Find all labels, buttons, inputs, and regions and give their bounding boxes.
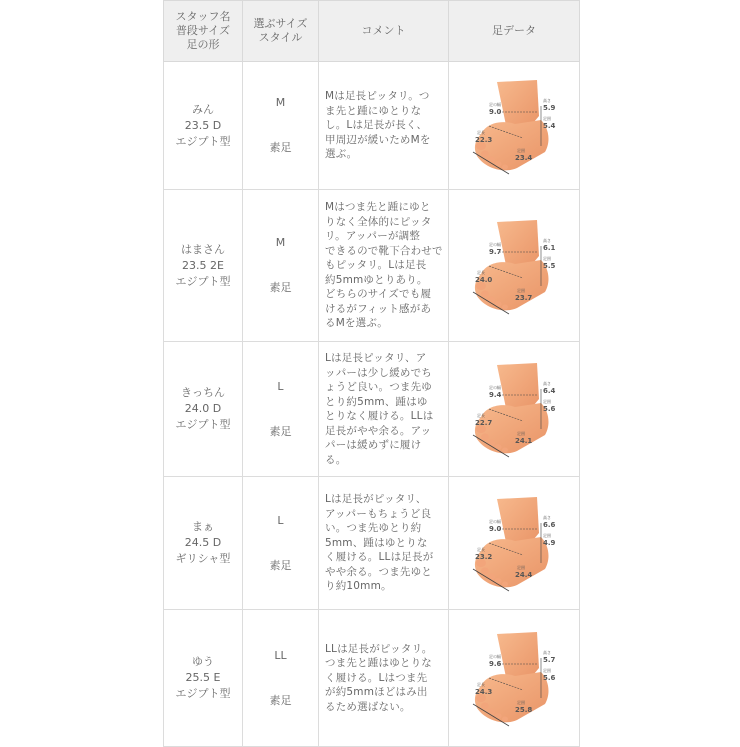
style: 素足 [269,281,292,294]
foot-data-cell [449,342,580,477]
style: 素足 [269,424,292,438]
foot-body-shape [475,403,549,453]
comment-line: し。Lは足長が長く、 [325,119,428,132]
foot-body-shape [475,120,549,170]
foot-label: 足長 [477,547,485,552]
foot-diagram [459,628,569,728]
foot-value-side-left: 22.3 [475,135,493,144]
foot-value-top-left: 9.0 [489,525,502,533]
toe-shape [487,296,495,303]
foot-label: 高さ [543,515,551,520]
staff-usual-size: 23.5 D [184,118,222,132]
header-staff [164,1,243,62]
foot-body-shape [475,672,549,722]
chosen-size: M [275,236,286,249]
staff-foot-shape: ギリシャ型 [175,552,231,565]
comment-line: どちらのサイズでも履 [325,288,432,301]
staff-usual-size: 25.5 E [185,671,221,684]
foot-label: 足囲 [543,115,551,121]
comment-cell [319,610,449,747]
staff-name: きっちん [181,386,225,399]
foot-value-bottom: 23.7 [515,293,533,302]
staff-cell [164,342,243,477]
foot-label: 高さ [543,381,551,386]
foot-label: 足の幅 [489,385,501,390]
foot-value-bottom: 24.1 [515,437,533,445]
toe-shape [502,717,508,722]
staff-cell [164,610,243,747]
header-size [243,1,319,62]
foot-value-mid-right: 5.6 [543,405,556,413]
foot-label: 足の幅 [489,241,501,247]
foot-body-shape [475,260,549,310]
comment-line: 5mm、踵はゆとりな [325,536,428,549]
foot-body-shape [475,537,549,587]
comment-line: とりなく履ける。LLは [325,410,434,422]
foot-label: 足囲 [543,668,551,673]
foot-value-top-right: 6.6 [543,521,556,529]
size-comparison-table [163,0,580,747]
foot-label: 足囲 [543,399,551,404]
foot-diagram [459,216,569,316]
foot-data-cell [449,477,580,610]
foot-label: 足囲 [517,147,525,153]
foot-value-bottom: 24.4 [515,571,533,579]
foot-diagram [459,76,569,176]
chosen-size: L [277,513,284,527]
comment-line: できるので靴下合わせで [325,244,443,257]
chosen-size-cell [243,62,319,190]
staff-foot-shape: エジプト型 [175,274,231,288]
foot-value-top-left: 9.6 [489,660,502,668]
chosen-size: M [275,96,286,109]
toe-shape [481,703,489,710]
comment-line: 約5mmゆとりあり。 [325,273,428,286]
comment-line: り約10mm。 [325,580,392,593]
table-row [164,610,580,747]
comment-line: Lは足長ピッタリ、ア [325,352,427,364]
foot-label: 足長 [477,682,485,687]
staff-foot-shape: エジプト型 [175,418,231,431]
toe-shape [487,156,495,163]
foot-value-top-left: 9.7 [489,247,502,256]
foot-value-top-right: 5.7 [543,656,556,664]
foot-value-mid-right: 4.9 [543,539,556,547]
comment-line: つま先と踵はゆとりな [325,657,432,670]
header-size-line: スタイル [258,31,303,44]
foot-label: 足囲 [517,700,525,705]
staff-cell [164,477,243,610]
staff-cell [164,62,243,190]
foot-label: 高さ [543,237,551,243]
foot-value-side-left: 23.2 [475,553,493,561]
comment-line: ッパーは少し緩めでち [325,366,432,379]
comment-line: りなく全体的にピッタ [325,215,432,228]
comment-line: けるがフィット感があ [325,302,432,315]
header-staff-line: 足の形 [186,38,220,51]
foot-value-top-right: 5.9 [543,103,556,112]
foot-value-top-left: 9.0 [489,107,502,116]
toe-shape [487,709,495,716]
style: 素足 [269,141,292,154]
foot-value-mid-right: 5.4 [543,121,556,130]
staff-name: ゆう [192,655,214,668]
chosen-size-cell [243,342,319,477]
comment-line: アッパーもちょうど良 [325,507,432,520]
header-comment: コメント [319,1,449,62]
foot-label: 足長 [477,129,485,135]
comment-line: 選ぶ。 [325,148,358,161]
comment-cell [319,342,449,477]
foot-label: 足囲 [543,255,551,261]
foot-data-cell [449,190,580,342]
comment-line: るMを選ぶ。 [325,317,388,330]
comment-line: る。 [325,453,347,466]
staff-foot-shape: エジプト型 [175,134,231,148]
comment-line: が約5mmほどはみ出 [325,686,428,699]
foot-value-bottom: 25.8 [515,706,533,714]
staff-cell [164,190,243,342]
table-row [164,62,580,190]
table-row [164,477,580,610]
chosen-size: LL [274,648,287,662]
comment-line: 甲周辺が緩いためMを [325,133,431,146]
staff-name: みん [192,102,214,116]
foot-label: 足の幅 [489,519,501,524]
foot-value-side-left: 24.0 [475,275,493,284]
toe-shape [481,290,489,297]
toe-shape [502,164,508,169]
comment-line: Mは足長ピッタリ。つ [325,90,430,103]
comment-line: 足長がやや余る。アッ [325,424,432,437]
comment-line: ま先と踵にゆとりな [325,104,422,117]
comment-line: ょうど良い。つま先ゆ [325,381,432,393]
toe-shape [487,440,495,447]
foot-diagram [459,493,569,593]
staff-usual-size: 24.0 D [184,402,222,415]
foot-value-mid-right: 5.6 [543,674,556,682]
chosen-size-cell [243,610,319,747]
staff-usual-size: 24.5 D [184,536,222,549]
foot-label: 足囲 [517,565,525,570]
foot-label: 高さ [543,650,551,655]
header-foot-data: 足データ [449,1,580,62]
comment-cell [319,477,449,610]
comment-cell [319,190,449,342]
staff-name: はまさん [181,242,225,256]
header-size-line: 選ぶサイズ [253,17,308,30]
staff-usual-size: 23.5 2E [182,258,224,272]
table-header-row [164,1,580,62]
table-row [164,190,580,342]
comment-line: リ。アッパーが調整 [325,230,421,243]
comment-line: く履ける。Lはつま先 [325,671,428,684]
comment-cell [319,62,449,190]
comment-line: Mはつま先と踵にゆと [325,201,431,214]
foot-label: 足囲 [517,287,525,293]
toe-shape [502,448,508,453]
foot-value-top-right: 6.4 [543,387,556,395]
comment-line: LLは足長がピッタリ。 [325,642,433,655]
style: 素足 [269,558,292,572]
foot-label: 足長 [477,413,485,418]
foot-diagram [459,359,569,459]
header-staff-line: スタッフ名 [175,10,231,23]
foot-value-top-right: 6.1 [543,243,556,252]
comment-line: やや余る。つま先ゆと [325,565,432,578]
foot-data-cell [449,62,580,190]
staff-name: まぁ [192,520,214,533]
foot-data-cell [449,610,580,747]
comment-line: く履ける。LLは足長が [325,551,434,564]
comment-line: るため選ばない。 [325,700,411,713]
chosen-size: L [277,379,284,393]
comment-line: パーは緩めずに履け [325,439,422,451]
comment-line: い。つま先ゆとり約 [325,522,422,535]
foot-label: 足長 [477,269,485,275]
comment-line: Lは足長がピッタリ、 [325,493,427,506]
toe-shape [481,150,489,157]
toe-shape [487,574,495,581]
foot-value-side-left: 24.3 [475,688,493,696]
comment-line: とり約5mm、踵はゆ [325,395,428,408]
staff-foot-shape: エジプト型 [175,687,231,700]
header-staff-line: 普段サイズ [175,24,231,37]
toe-shape [502,304,508,309]
foot-label: 高さ [543,97,551,103]
foot-label: 足の幅 [489,101,501,107]
toe-shape [481,434,489,441]
chosen-size-cell [243,190,319,342]
foot-label: 足の幅 [489,654,501,659]
foot-label: 足囲 [517,431,525,436]
foot-value-mid-right: 5.5 [543,261,556,270]
style: 素足 [269,693,292,707]
foot-value-top-left: 9.4 [489,391,502,399]
comment-line: もピッタリ。Lは足長 [325,259,427,272]
toe-shape [502,582,508,587]
chosen-size-cell [243,477,319,610]
foot-value-bottom: 23.4 [515,153,533,162]
foot-value-side-left: 22.7 [475,419,493,427]
toe-shape [481,568,489,575]
foot-label: 足囲 [543,533,551,538]
table-row [164,342,580,477]
